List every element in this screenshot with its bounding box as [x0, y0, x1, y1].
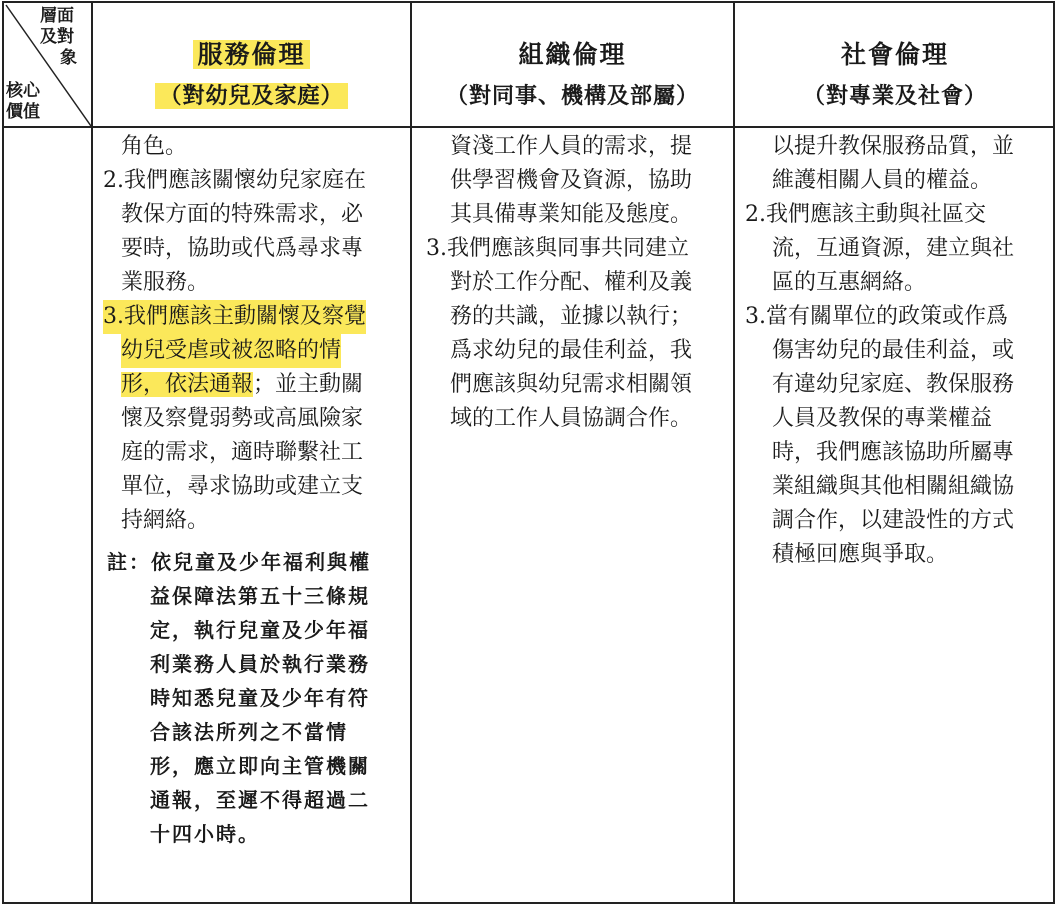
text-line: 區的互惠網絡。: [772, 270, 927, 295]
text-line: 們應該與幼兒需求相關領: [450, 372, 693, 397]
note-line: 十四小時。: [150, 822, 260, 846]
text-segment: ；並主動關: [253, 372, 364, 397]
corner-label-value: 價值: [6, 102, 40, 122]
text-line: 2.我們應該關懷幼兒家庭在: [103, 168, 366, 193]
column-divider: [91, 3, 93, 902]
text-line: 業服務。: [121, 270, 210, 295]
text-line: 傷害幼兒的最佳利益，或: [772, 338, 1015, 363]
header-social-ethics: [735, 3, 1055, 126]
column-title: 社會倫理: [840, 40, 949, 69]
text-line: 持網絡。: [121, 508, 210, 533]
corner-label-target-2: 象: [60, 48, 77, 68]
corner-label-layer: 層面: [40, 6, 74, 26]
text-line: 庭的需求，適時聯繫社工: [121, 440, 364, 465]
column-subtitle: （對專業及社會）: [802, 83, 987, 109]
note-line: 時知悉兒童及少年有符: [150, 686, 370, 710]
text-line: 教保方面的特殊需求，必: [121, 202, 364, 227]
column-subtitle: （對幼兒及家庭）: [155, 83, 347, 109]
text-line: 對於工作分配、權利及義: [450, 270, 693, 295]
corner-label-target: 及對: [40, 27, 74, 47]
ethics-table: [2, 1, 1055, 904]
column-subtitle: （對同事、機構及部屬）: [445, 83, 699, 109]
highlighted-text: 形，依法通報: [121, 372, 254, 397]
column-divider: [733, 3, 735, 902]
text-line: 積極回應與爭取。: [772, 542, 949, 567]
text-line: 務的共識，並據以執行；: [450, 304, 693, 329]
text-line: 維護相關人員的權益。: [772, 168, 993, 193]
text-line: 流，互通資源，建立與社: [772, 236, 1015, 261]
text-line: 人員及教保的專業權益: [772, 406, 993, 431]
text-line: 單位，尋求協助或建立支: [121, 474, 364, 499]
text-line: 角色。: [121, 134, 188, 159]
note-line: 益保障法第五十三條規: [150, 584, 370, 608]
note-line: 合該法所列之不當情: [150, 720, 348, 744]
header-organization-ethics: [412, 3, 733, 126]
text-line: [121, 368, 363, 402]
header-service-ethics: [93, 3, 410, 126]
text-line: 時，我們應該協助所屬專: [772, 440, 1015, 465]
note-line: 定，執行兒童及少年福: [150, 618, 370, 642]
text-line: 要時，協助或代爲尋求專: [121, 236, 364, 261]
column-title: 組織倫理: [518, 40, 627, 69]
header-divider: [4, 126, 1053, 128]
text-line: 供學習機會及資源，協助: [450, 168, 693, 193]
text-line: 3.我們應該與同事共同建立: [426, 236, 689, 261]
text-line: 有違幼兒家庭、教保服務: [772, 372, 1015, 397]
note-line: 註：依兒童及少年福利與權: [107, 550, 371, 574]
text-line: 調合作，以建設性的方式: [772, 508, 1015, 533]
highlighted-text-line: 幼兒受虐或被忽略的情: [121, 334, 341, 368]
note-line: 利業務人員於執行業務: [150, 652, 370, 676]
text-line: 業組織與其他相關組織協: [772, 474, 1015, 499]
text-line: 其具備專業知能及態度。: [450, 202, 693, 227]
text-line: 3.當有關單位的政策或作爲: [745, 304, 1008, 329]
column-title: 服務倫理: [193, 40, 309, 69]
text-line: 以提升教保服務品質，並: [772, 134, 1015, 159]
highlighted-text-line: 3.我們應該主動關懷及察覺: [103, 300, 366, 334]
note-line: 通報，至遲不得超過二: [150, 788, 370, 812]
note-line: 形，應立即向主管機關: [150, 754, 370, 778]
column-divider: [410, 3, 412, 902]
text-line: 資淺工作人員的需求，提: [450, 134, 693, 159]
text-line: 域的工作人員協調合作。: [450, 406, 693, 431]
text-line: 懷及察覺弱勢或高風險家: [121, 406, 364, 431]
corner-header-cell: [4, 3, 91, 126]
text-line: 2.我們應該主動與社區交: [745, 202, 986, 227]
corner-label-core: 核心: [6, 81, 40, 101]
text-line: 爲求幼兒的最佳利益，我: [450, 338, 693, 363]
